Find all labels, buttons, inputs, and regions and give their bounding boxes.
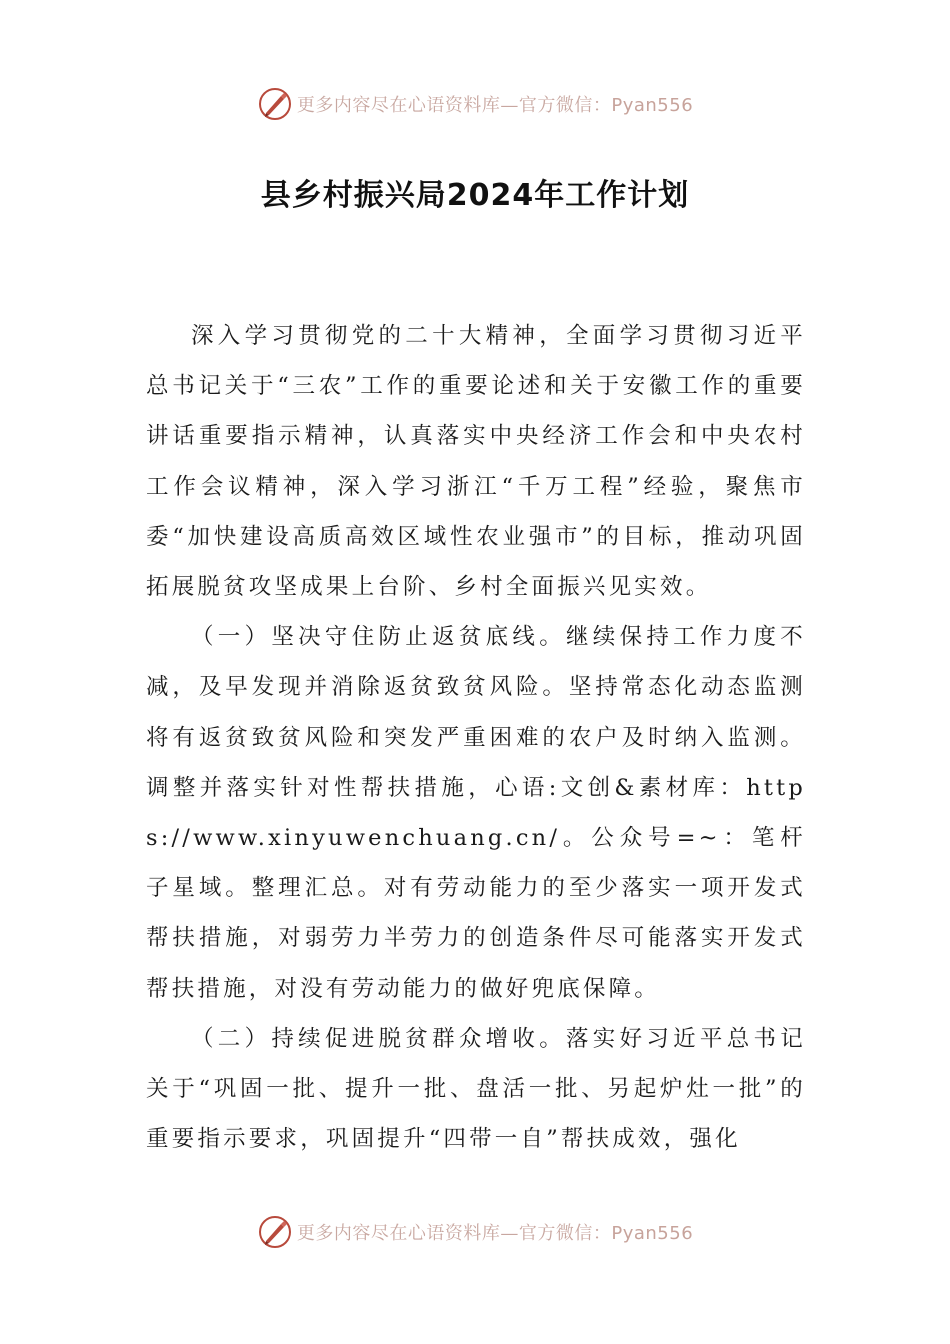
watermark-text: 更多内容尽在心语资料库—官方微信：Pyan556 [296, 95, 694, 116]
footer-watermark [0, 1212, 950, 1252]
paragraph-section-2: （二）持续促进脱贫群众增收。落实好习近平总书记关于“巩固一批、提升一批、盘活一批、另起炉灶一批”的重要指示要求，巩固提升“四带一自”帮扶成效，强化 [146, 1025, 806, 1153]
document-title: 县乡村振兴局2024年工作计划 [260, 178, 690, 213]
paragraph-intro: 深入学习贯彻党的二十大精神，全面学习贯彻习近平总书记关于“三农”工作的重要论述和关于安徽工作的重要讲话重要指示精神，认真落实中央经济工作会和中央农村工作会议精神，深入学习浙江“千万工程”经验，聚焦市委“加快建设高质高效区域性农业强市”的目标，推动巩固拓展脱贫攻坚成果上台阶、乡村全面振兴见实效。 [146, 323, 806, 601]
watermark-text: 更多内容尽在心语资料库—官方微信：Pyan556 [296, 1223, 694, 1244]
paragraph-section-1: （一）坚决守住防止返贫底线。继续保持工作力度不减，及早发现并消除返贫致贫风险。坚持常态化动态监测将有返贫致贫风险和突发严重困难的农户及时纳入监测。调整并落实针对性帮扶措施，心语:文创&素材库：https://www.xinyuwenchuang.cn/。公众号=~：笔杆子星域。整理汇总。对有劳动能力的至少落实一项开发式帮扶措施，对弱劳力半劳力的创造条件尽可能落实开发式帮扶措施，对没有劳动能力的做好兜底保障。 [146, 624, 806, 1002]
document-body [146, 311, 806, 1164]
pen-logo-icon [257, 1214, 293, 1250]
header-watermark [0, 84, 950, 124]
pen-logo-icon [257, 86, 293, 122]
